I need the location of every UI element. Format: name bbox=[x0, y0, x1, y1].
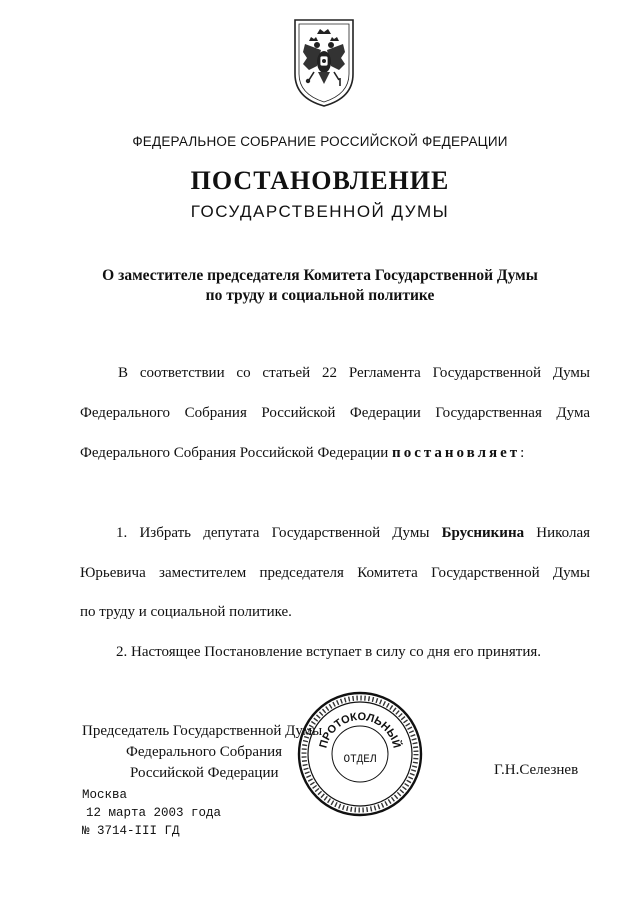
stamp-arc-text: ПРОТОКОЛЬНЫЙ bbox=[317, 710, 403, 750]
signatory-name: Г.Н.Селезнев bbox=[494, 762, 579, 778]
svg-text:ПРОТОКОЛЬНЫЙ bbox=[318, 711, 404, 750]
item-1-line-2: Юрьевича заместителем председателя Комитета Государственной Думы bbox=[80, 565, 590, 581]
stamp-center-text: ОТДЕЛ bbox=[343, 754, 377, 766]
item-1-text-after: Николая bbox=[536, 525, 591, 541]
decree-word: постановляет bbox=[392, 445, 521, 461]
item-1-deputy-surname: Брусникина bbox=[441, 525, 525, 541]
official-stamp bbox=[296, 690, 424, 818]
signatory-title-line-1: Председатель Государственной Думы bbox=[82, 723, 323, 739]
subject-line-1: О заместителе председателя Комитета Государственной Думы bbox=[102, 267, 538, 284]
preamble-line-3-text: Федерального Собрания Российской Федерации bbox=[80, 445, 389, 461]
issuing-body-title: ГОСУДАРСТВЕННОЙ ДУМЫ bbox=[190, 202, 450, 221]
organization-heading: ФЕДЕРАЛЬНОЕ СОБРАНИЕ РОССИЙСКОЙ ФЕДЕРАЦИИ bbox=[132, 134, 508, 149]
document-city: Москва bbox=[82, 788, 128, 802]
item-2-line bbox=[116, 644, 590, 661]
preamble-line-2: Федерального Собрания Российской Федерации Государственная Дума bbox=[80, 405, 590, 421]
preamble-line-3 bbox=[80, 445, 590, 462]
signatory-title-line-3: Российской Федерации bbox=[130, 765, 279, 781]
preamble-line-1: В соответствии со статьей 22 Регламента Государственной Думы bbox=[118, 365, 590, 381]
signatory-title-line-2: Федерального Собрания bbox=[126, 744, 283, 760]
item-1-text-before: Избрать депутата Государственной Думы bbox=[139, 525, 430, 541]
item-1-number: 1. bbox=[116, 525, 128, 541]
item-2-text: Настоящее Постановление вступает в силу со дня его принятия. bbox=[131, 644, 542, 660]
document-type-title: ПОСТАНОВЛЕНИЕ bbox=[190, 166, 450, 195]
item-1-line-3: по труду и социальной политике. bbox=[80, 604, 292, 620]
coat-of-arms-emblem bbox=[287, 14, 361, 110]
document-number: № 3714-III ГД bbox=[82, 824, 180, 838]
item-1-line-1 bbox=[116, 525, 590, 542]
item-2-number: 2. bbox=[116, 644, 128, 660]
document-date: 12 марта 2003 года bbox=[86, 806, 222, 820]
subject-line-2: по труду и социальной политике bbox=[205, 287, 435, 304]
document-subject bbox=[0, 266, 640, 306]
decree-colon: : bbox=[520, 445, 525, 461]
